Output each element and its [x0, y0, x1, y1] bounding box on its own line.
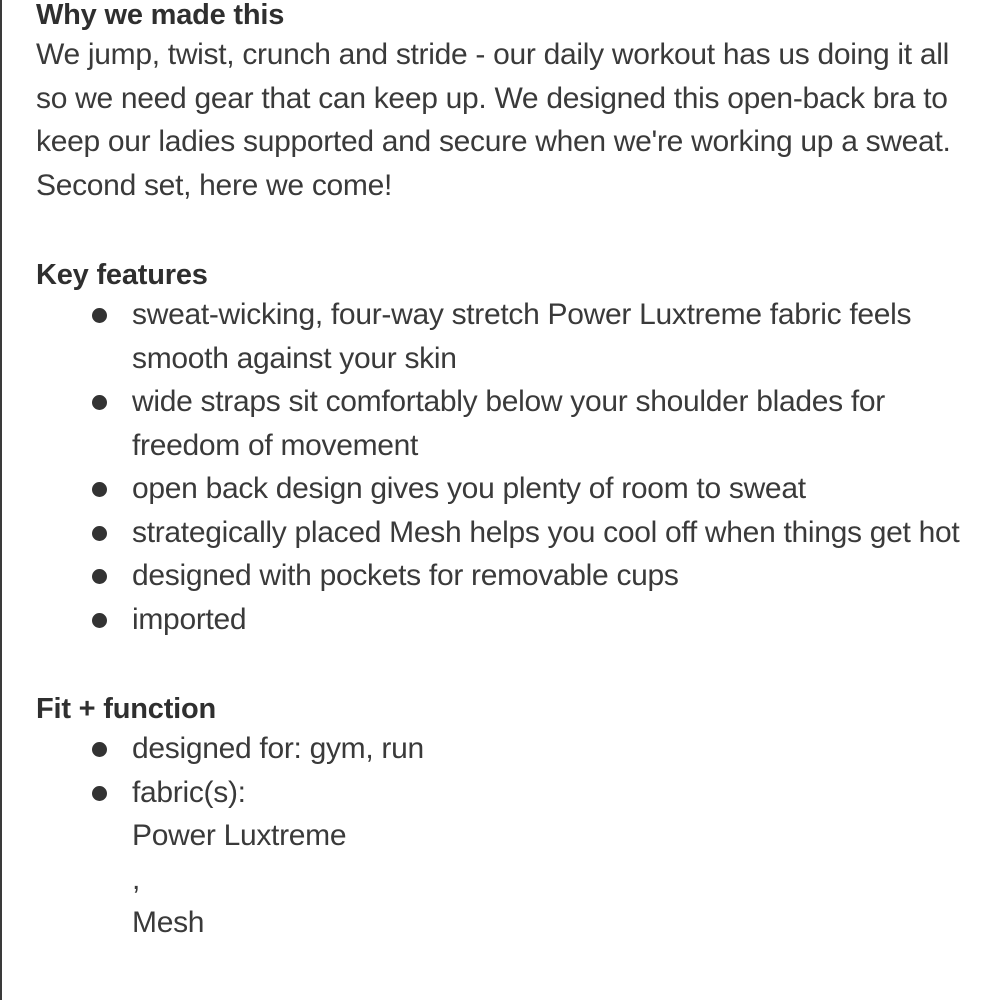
list-item-text: sweat-wicking, four-way stretch Power Luxtreme fabric feels smooth against your skin: [132, 298, 912, 375]
list-item: [36, 380, 966, 467]
fit-function-heading: Fit + function: [36, 693, 217, 725]
fabric-mesh: Mesh: [132, 906, 205, 939]
fit-function-list: [36, 727, 966, 945]
list-item: [36, 727, 966, 771]
key-features-heading: Key features: [36, 259, 208, 291]
fabrics-label: fabric(s):: [132, 775, 246, 809]
left-border: [0, 0, 2, 1000]
spacer: [36, 641, 966, 691]
list-item: [36, 293, 966, 380]
bullet-icon: [92, 482, 107, 497]
product-details: [36, 0, 966, 945]
bullet-icon: [92, 526, 107, 541]
fabric-power-luxtreme: Power Luxtreme: [132, 819, 347, 852]
bullet-icon: [92, 308, 107, 323]
designed-for-text: designed for: gym, run: [132, 732, 424, 765]
spacer: [36, 207, 966, 257]
list-item: [36, 467, 966, 511]
list-item: [36, 771, 966, 945]
key-features-list: [36, 293, 966, 641]
list-item-text: wide straps sit comfortably below your shoulder blades for freedom of movement: [132, 385, 885, 462]
bullet-icon: [92, 613, 107, 628]
bullet-icon: [92, 569, 107, 584]
list-item-text: imported: [132, 602, 247, 636]
list-item-text: strategically placed Mesh helps you cool off when things get hot: [132, 515, 960, 549]
list-item-text: open back design gives you plenty of room to sweat: [132, 472, 806, 505]
list-item: [36, 554, 966, 598]
fabric-separator: ,: [132, 862, 141, 896]
list-item-text: designed with pockets for removable cups: [132, 559, 679, 592]
list-item: [36, 598, 966, 642]
bullet-icon: [92, 395, 107, 410]
why-heading: Why we made this: [36, 0, 285, 31]
bullet-icon: [92, 786, 107, 801]
why-paragraph: We jump, twist, crunch and stride - our daily workout has us doing it all so we need gear that can keep up. We designed this open-back bra to keep our ladies supported and secure when we're working up a sweat. Second set, here we come!: [36, 38, 951, 202]
bullet-icon: [92, 742, 107, 757]
list-item: [36, 511, 966, 555]
